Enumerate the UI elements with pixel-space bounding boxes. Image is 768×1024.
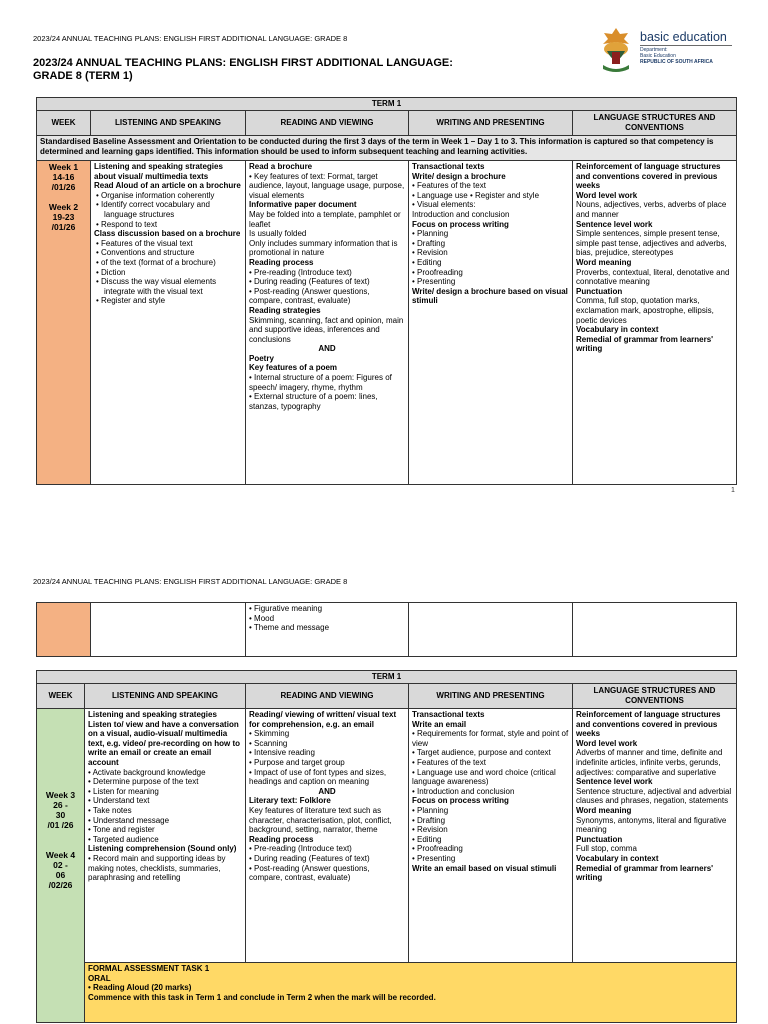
cell-line: Word meaning [576,805,632,815]
week-cell [37,161,91,485]
cell-line: • Planning [412,805,449,815]
cell-line: 06 [55,870,66,880]
col-writing-header-page2: WRITING AND PRESENTING [409,684,573,709]
cell-line: • Language use • Register and style [412,190,540,200]
cell-line: • During reading (Features of text) [249,277,370,287]
cell-line: • Editing [412,257,442,267]
cell-line: • Tone and register [88,825,155,835]
cell-line: Literary text: Folklore [249,796,331,806]
cell-line: Listen to/ view and have a conversation on a visual, audio-visual/ multimedia text, e.g. video/ pre-recording on how to write an email or create an email account [88,719,241,767]
listening-cell [91,161,246,485]
cell-line: • Introduction and conclusion [412,786,515,796]
cell-line: • Reading Aloud (20 marks) [88,983,192,993]
cell-line: Full stop, comma [576,844,637,854]
cell-line: Commence with this task in Term 1 and conclude in Term 2 when the mark will be recorded. [88,992,436,1002]
page-number: 1 [731,487,735,494]
cell-line: Remedial of grammar from learners' writing [576,863,714,883]
cell-line: • Requirements for format, style and point of view [412,729,569,748]
logo-line2: Basic Education [640,53,676,59]
formal-assessment-task [85,963,737,1023]
col-listening-header: LISTENING AND SPEAKING [91,111,246,136]
col-writing-header: WRITING AND PRESENTING [409,111,573,136]
col-reading-header: READING AND VIEWING [246,111,409,136]
term-header-page2: TERM 1 [37,671,737,684]
cell-line: Informative paper document [249,200,357,210]
week-cell-2 [37,709,85,1023]
cell-line: • Features of the visual text [96,238,193,248]
page-title-line1: 2023/24 ANNUAL TEACHING PLANS: ENGLISH FIRST ADDITIONAL LANGUAGE: [33,57,453,69]
language-cell [573,161,737,485]
cell-line: Transactional texts [412,162,485,171]
cell-line: Comma, full stop, quotation marks, exclamation mark, apostrophe, ellipsis, poetic devices [576,296,714,325]
cell-line: • Revision [412,825,448,835]
cell-line: Sentence structure, adjectival and adverbial clauses and phrases, negation, statements [576,786,732,806]
cell-line: /01 /26 [47,820,74,830]
cell-line: Is usually folded [249,229,307,239]
cell-line: FORMAL ASSESSMENT TASK 1 [88,964,210,973]
cell-line: Vocabulary in context [576,853,659,863]
cell-line: • Visual elements: [412,200,476,210]
cell-line: 26 - [53,800,68,810]
baseline-note: Standardised Baseline Assessment and Orientation to be conducted during the first 3 days of the term in Week 1 – Day 1 to 3. This information is captured so that competency is determined and learning gaps identified. This information should be used to inform subsequent teaching and learning activities. [37,136,737,161]
cell-line: Class discussion based on a brochure [94,229,241,239]
cell-line: Reading/ viewing of written/ visual text for comprehension, e.g. an email [249,710,397,729]
term1-table-page2 [36,670,737,1023]
cell-line: • Post-reading (Answer questions, compare, contrast, evaluate) [249,286,370,306]
cell-line: 14-16 [52,172,75,182]
col-week-header-page2: WEEK [37,684,85,709]
cell-line: Week 3 [45,790,76,800]
cell-line: • Pre-reading (Introduce text) [249,267,352,277]
cell-line: Adverbs of manner and time, definite and indefinite articles, infinite verbs, gerunds, adjectives: comparative and superlative [576,748,723,777]
cell-line: 30 [55,810,66,820]
cell-line: • Understand text [88,796,150,806]
writing-cell [409,161,573,485]
cell-line: Listening comprehension (Sound only) [88,844,237,854]
cell-line: Proverbs, contextual, literal, denotative and connotative meaning [576,267,730,287]
col-listening-header-page2: LISTENING AND SPEAKING [85,684,246,709]
cell-line: Word level work [576,738,638,748]
cell-line: • Purpose and target group [249,757,345,767]
cell-line: 02 - [53,860,68,870]
cell-line: Reading strategies [249,305,321,315]
cell-line: • Targeted audience [88,834,159,844]
cell-line: Skimming, scanning, fact and opinion, main and supportive ideas, inferences and conclusions [249,315,404,344]
cell-line: Listening and speaking strategies about visual/ multimedia texts [94,162,223,181]
cell-line [40,830,81,840]
cell-line: • Diction [96,267,126,277]
cell-line: • Activate background knowledge [88,767,206,777]
cell-line: Word level work [576,190,638,200]
cell-line: Simple sentences, simple present tense, simple past tense, adjectives and adverbs, bias, prejudice, stereotypes [576,229,727,258]
cell-line: Poetry [249,353,274,363]
cell-line: Write/ design a brochure based on visual stimuli [412,286,568,306]
cell-line: • Figurative meaning [249,604,323,613]
logo-name: basic education [640,30,727,44]
cell-line: Focus on process writing [412,219,509,229]
language-cell-continued [573,603,737,657]
coat-of-arms-icon [598,25,634,73]
cell-line: headings and caption on meaning [249,777,370,787]
writing-cell-continued [409,603,573,657]
running-header: 2023/24 ANNUAL TEACHING PLANS: ENGLISH FIRST ADDITIONAL LANGUAGE: GRADE 8 [33,34,348,43]
cell-line: Write/ design a brochure [412,171,506,181]
cell-line: Week 4 [45,850,76,860]
cell-line: • Respond to text [96,219,158,229]
page-title [33,57,453,83]
cell-line: Reinforcement of language structures and conventions covered in previous weeks [576,710,721,739]
cell-line: • Scanning [249,738,288,748]
cell-line: • Drafting [412,238,446,248]
col-week-header: WEEK [37,111,91,136]
cell-line: Punctuation [576,834,623,844]
listening-cell-continued [91,603,246,657]
cell-line: Write an email [412,719,467,729]
cell-line: • Key features of text: Format, target audience, layout, language usage, purpose, visual elements [249,171,405,200]
cell-line: Reading process [249,834,314,844]
cell-line: • Conventions and structure [96,248,195,258]
page-title-line2: GRADE 8 (TERM 1) [33,70,133,82]
cell-line: Week 1 [48,162,79,172]
cell-line: AND [318,344,336,354]
cell-line [40,840,81,850]
cell-line: Write an email based on visual stimuli [412,863,557,873]
term1-table-page1 [36,97,737,485]
cell-line: • Pre-reading (Introduce text) [249,844,352,854]
term-header: TERM 1 [37,98,737,111]
running-header-page2: 2023/24 ANNUAL TEACHING PLANS: ENGLISH FIRST ADDITIONAL LANGUAGE: GRADE 8 [33,577,348,586]
cell-line: promotional in nature [249,248,325,258]
cell-line: • Proofreading [412,844,463,854]
cell-line: Week 2 [48,202,79,212]
cell-line: • Features of the text [412,757,486,767]
logo-divider [640,45,732,46]
col-language-header: LANGUAGE STRUCTURES AND CONVENTIONS [573,111,737,136]
cell-line: Key features of literature text such as character, characterisation, plot, conflict, [249,805,392,825]
cell-line: 19-23 [52,212,75,222]
cell-line: • Features of the text [412,181,486,191]
cell-line: Read Aloud of an article on a brochure [94,181,241,191]
cell-line: • During reading (Features of text) [249,853,370,863]
cell-line: background, setting, narrator, theme [249,825,378,835]
reading-cell-2 [246,709,409,963]
cell-line: /02/26 [48,880,73,890]
cell-line: Introduction and conclusion [412,209,510,219]
cell-line: • Revision [412,248,448,258]
week-cell-2-text [40,790,81,890]
cell-line: • Mood [249,613,275,623]
cell-line: • Presenting [412,853,456,863]
cell-line: Sentence level work [576,219,653,229]
cell-line: • Listen for meaning [88,786,159,796]
cell-line: Sentence level work [576,777,653,787]
cell-line: Read a brochure [249,162,313,171]
cell-line: AND [318,786,336,796]
cell-line: Word meaning [576,257,632,267]
continuation-table [36,602,737,657]
cell-line: Remedial of grammar from learners' writing [576,334,714,354]
cell-line: Only includes summary information that is [249,238,398,248]
cell-line: • Impact of use of font types and sizes, [249,767,387,777]
cell-line: • Register and style [96,296,166,306]
cell-line: • Identify correct vocabulary and language structures [96,200,210,219]
cell-line: Punctuation [576,286,623,296]
logo-line1: Department: [640,47,668,53]
cell-line: • Intensive reading [249,748,315,758]
cell-line: Transactional texts [412,710,485,719]
cell-line: • Editing [412,834,442,844]
cell-line: • Discuss the way visual elements integrate with the visual text [96,277,217,296]
cell-line: • Planning [412,229,449,239]
cell-line: /01/26 [51,182,76,192]
cell-line: Listening and speaking strategies [88,710,217,719]
cell-line: /01/26 [51,222,76,232]
cell-line: Nouns, adjectives, verbs, adverbs of place and manner [576,200,727,219]
writing-cell-2 [409,709,573,963]
col-reading-header-page2: READING AND VIEWING [246,684,409,709]
basic-education-logo [596,25,736,75]
cell-line: • of the text (format of a brochure) [96,257,216,267]
col-language-header-page2: LANGUAGE STRUCTURES AND CONVENTIONS [573,684,737,709]
cell-line: Vocabulary in context [576,325,659,335]
cell-line: • Proofreading [412,267,463,277]
cell-line: ORAL [88,973,111,983]
cell-line: May be folded into a template, pamphlet or leaflet [249,209,401,229]
cell-line: • Target audience, purpose and context [412,748,551,758]
cell-line: • Presenting [412,277,456,287]
cell-line: • Theme and message [249,623,330,633]
cell-line: • External structure of a poem: lines, stanzas, typography [249,392,378,411]
cell-line: Focus on process writing [412,796,509,806]
cell-line: • Drafting [412,815,446,825]
cell-line: Key features of a poem [249,363,338,373]
cell-line: • Language use and word choice (critical language awareness) [412,767,556,787]
reading-cell-continued [246,603,409,657]
cell-line: Synonyms, antonyms, literal and figurative meaning [576,815,727,835]
listening-cell-2 [85,709,246,963]
cell-line: • Record main and supporting ideas by making notes, checklists, summaries, paraphrasing and retelling [88,853,226,883]
reading-cell [246,161,409,485]
cell-line: • Skimming [249,729,290,739]
cell-line: • Determine purpose of the text [88,777,199,787]
cell-line: Reinforcement of language structures and conventions covered in previous weeks [576,162,721,191]
language-cell-2 [573,709,737,963]
cell-line: • Take notes [88,805,132,815]
cell-line: • Post-reading (Answer questions, compare, contrast, evaluate) [249,863,370,883]
week-cell-continued [37,603,91,657]
cell-line: • Internal structure of a poem: Figures of speech/ imagery, rhyme, rhythm [249,373,392,392]
cell-line: • Organise information coherently [96,190,215,200]
cell-line [40,192,87,202]
cell-line: Reading process [249,257,314,267]
logo-line3: REPUBLIC OF SOUTH AFRICA [640,59,713,65]
cell-line: • Understand message [88,815,170,825]
